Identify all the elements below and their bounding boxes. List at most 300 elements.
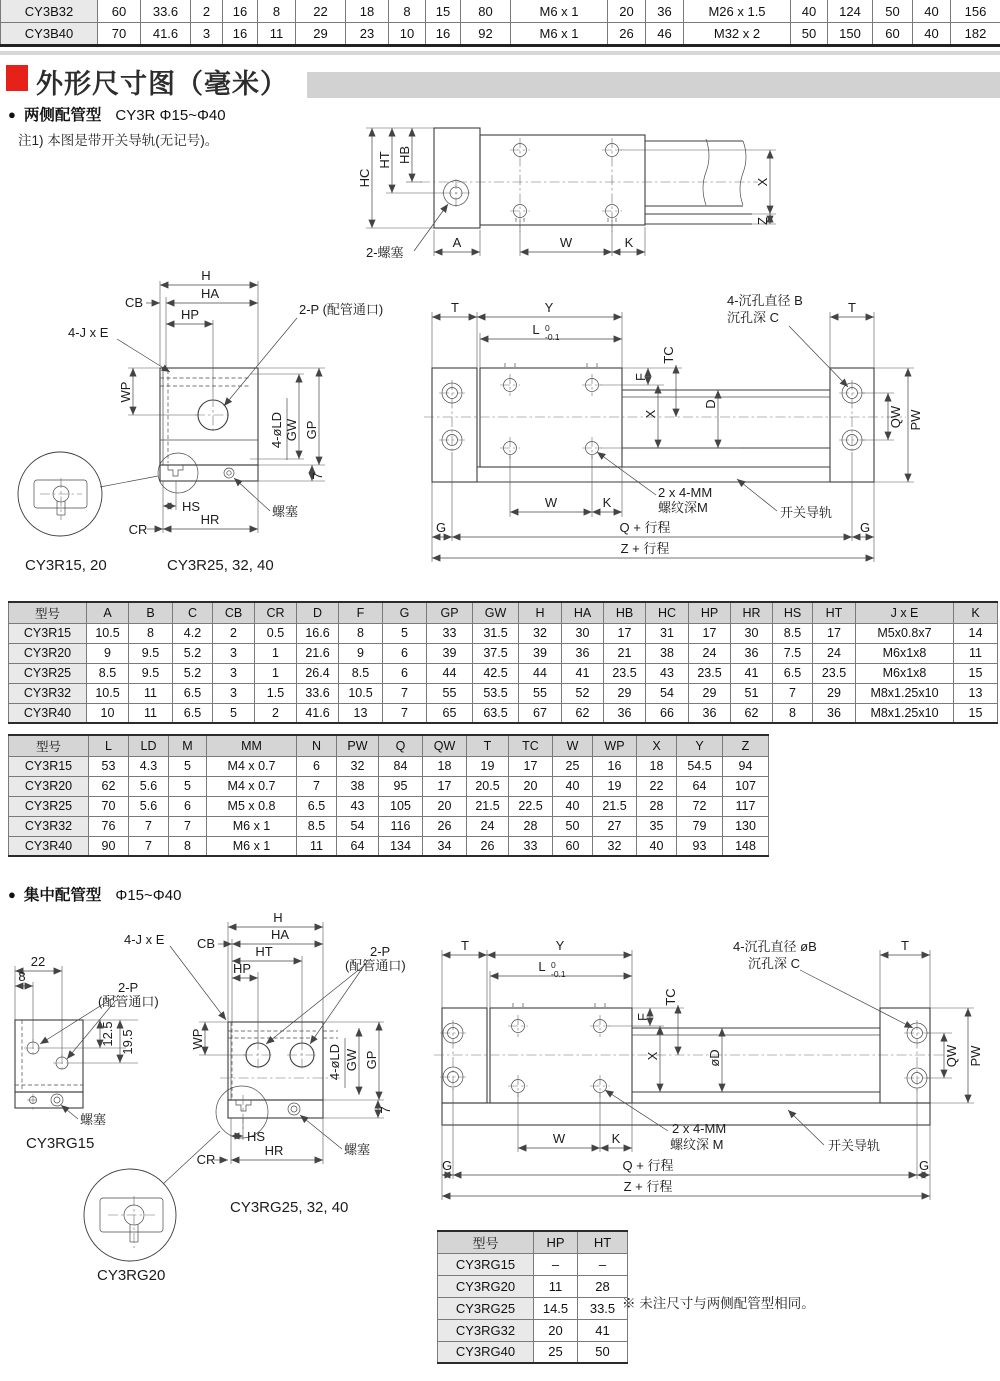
table-row (9, 663, 998, 683)
column-header: Q (379, 735, 423, 756)
cell: 9.5 (129, 643, 173, 663)
cell: 5.2 (173, 643, 213, 663)
cell: 7 (773, 683, 813, 703)
cell: 60 (553, 836, 593, 856)
cbore-depth-annotation: 沉孔深 C (748, 956, 801, 971)
cbore-depth-annotation: 沉孔深 C (727, 310, 780, 325)
cell: M8x1.25x10 (856, 703, 954, 723)
cell: 20 (423, 796, 467, 816)
column-header: H (519, 602, 562, 623)
column-header: T (467, 735, 509, 756)
cell: 9.5 (129, 663, 173, 683)
cell: 7 (297, 776, 337, 796)
cell: 3 (213, 683, 255, 703)
caption-cy3rg15: CY3RG15 (26, 1135, 95, 1152)
cell: 20 (608, 0, 646, 23)
cell: 8 (169, 836, 207, 856)
cell: 148 (723, 836, 769, 856)
cell: 27 (593, 816, 637, 836)
jxe-annotation: 4-J x E (68, 325, 109, 340)
cell: 16 (223, 23, 258, 46)
cell: 8.5 (773, 623, 813, 643)
cell: 13 (339, 703, 383, 723)
dim-label-cb: CB (196, 936, 216, 951)
cell: 6 (383, 663, 427, 683)
table-row (1, 0, 1000, 23)
top-spec-table (0, 0, 1000, 47)
cell: 52 (562, 683, 604, 703)
column-header: QW (423, 735, 467, 756)
cell: 23.5 (689, 663, 731, 683)
column-header: L (89, 735, 129, 756)
column-header: N (297, 735, 337, 756)
cell: 24 (689, 643, 731, 663)
row-model: CY3R20 (9, 643, 87, 663)
cell: 36 (689, 703, 731, 723)
column-header: TC (509, 735, 553, 756)
dim-label-qw: QW (944, 1044, 959, 1068)
dim-label-d: D (703, 399, 718, 409)
table-shadow-divider (0, 51, 1000, 55)
cell: 4.2 (173, 623, 213, 643)
cell: 9 (339, 643, 383, 663)
cell: 53 (89, 756, 129, 776)
column-header: J x E (856, 602, 954, 623)
side-view-cy3r (357, 128, 776, 260)
cell: 117 (723, 796, 769, 816)
cell: 4.3 (129, 756, 169, 776)
cell: 8.5 (339, 663, 383, 683)
cell: 79 (677, 816, 723, 836)
column-header: WP (593, 735, 637, 756)
column-header: CB (213, 602, 255, 623)
cell: 116 (379, 816, 423, 836)
cell: 19 (593, 776, 637, 796)
row-model: CY3R15 (9, 623, 87, 643)
cell: 33.6 (141, 0, 191, 23)
cell: 31 (646, 623, 689, 643)
cell: 8 (389, 0, 426, 23)
cell: 40 (637, 836, 677, 856)
cell: 6 (297, 756, 337, 776)
column-header: HS (773, 602, 813, 623)
cell: 18 (423, 756, 467, 776)
cell: 1 (255, 643, 297, 663)
plug-annotation: 螺塞 (80, 1112, 107, 1127)
dim-label-l-tol-top: 0 (545, 323, 550, 333)
cell: 2 (255, 703, 297, 723)
table-row (9, 836, 769, 856)
dim-label-hc: HC (357, 168, 372, 188)
cell: 41 (562, 663, 604, 683)
cbore-dia-annotation: 4-沉孔直径 øB (733, 939, 817, 954)
cell: 40 (553, 776, 593, 796)
column-header: HP (689, 602, 731, 623)
cell: 53.5 (473, 683, 519, 703)
cell: 130 (723, 816, 769, 836)
dim-label-12-5: 12.5 (100, 1021, 115, 1047)
dim-label-7: 7 (310, 472, 325, 480)
cell: 80 (461, 0, 511, 23)
cell: 2 (213, 623, 255, 643)
cell: 31.5 (473, 623, 519, 643)
dim-label-cr: CR (196, 1152, 216, 1167)
dim-label-ha: HA (270, 927, 290, 942)
dim-label-l-tol-bot: -0.1 (545, 332, 560, 342)
dimension-table-2 (8, 734, 769, 857)
column-header: HC (646, 602, 689, 623)
cell: 5 (213, 703, 255, 723)
cell: 28 (509, 816, 553, 836)
cell: 11 (258, 23, 296, 46)
table-row (438, 1319, 628, 1341)
cell: 67 (519, 703, 562, 723)
port-annotation-l2: (配管通口) (98, 994, 159, 1009)
cell: 28 (578, 1275, 628, 1297)
column-header: X (637, 735, 677, 756)
table-row (9, 683, 998, 703)
dimension-table-1 (8, 601, 998, 724)
column-header: D (297, 602, 339, 623)
dim-label-t2: T (848, 300, 856, 315)
dim-label-k: K (624, 235, 634, 250)
cell: 33 (427, 623, 473, 643)
cell: 34 (423, 836, 467, 856)
cell: 43 (646, 663, 689, 683)
cell: 70 (89, 796, 129, 816)
port-annotation-l1: 2-P (370, 944, 391, 959)
thread-annotation-1: 2 x 4-MM (672, 1121, 727, 1136)
cell: 65 (427, 703, 473, 723)
cell: 33 (509, 836, 553, 856)
section2-note: ※ 未注尺寸与两侧配管型相同。 (622, 1296, 815, 1311)
cell: M6x1x8 (856, 643, 954, 663)
cell: 21 (604, 643, 646, 663)
cell: 50 (578, 1341, 628, 1363)
table-row (9, 776, 769, 796)
cell: 60 (873, 23, 913, 46)
dim-label-hp: HP (180, 307, 200, 322)
front-view-cy3rg15 (15, 954, 159, 1152)
cell: – (534, 1253, 578, 1275)
cell: 22.5 (509, 796, 553, 816)
cell: 26 (467, 836, 509, 856)
dim-label-g-right: G (918, 1158, 930, 1173)
table-row (9, 756, 769, 776)
dim-label-y: Y (544, 300, 554, 315)
column-header: HA (562, 602, 604, 623)
cell: 62 (89, 776, 129, 796)
column-header: A (87, 602, 129, 623)
column-header: HB (604, 602, 646, 623)
cell: M5x0.8x7 (856, 623, 954, 643)
dim-label-ht: HT (377, 151, 392, 169)
cell: 134 (379, 836, 423, 856)
cell: 24 (813, 643, 856, 663)
page-title: 外形尺寸图（毫米） (36, 69, 288, 99)
cell: 84 (379, 756, 423, 776)
dim-label-l: L (538, 959, 546, 974)
cell: 40 (791, 0, 828, 23)
cell: 14 (954, 623, 998, 643)
cell: 6.5 (297, 796, 337, 816)
dim-label-qw: QW (888, 405, 903, 429)
column-header: CR (255, 602, 297, 623)
cell: 6.5 (173, 683, 213, 703)
cell: 36 (562, 643, 604, 663)
cell: 46 (646, 23, 684, 46)
cell: M6 x 1 (207, 836, 297, 856)
column-header: W (553, 735, 593, 756)
column-header: GP (427, 602, 473, 623)
plan-view-cy3rg (434, 938, 983, 1200)
cell: 5 (383, 623, 427, 643)
cell: 16 (223, 0, 258, 23)
cell: 62 (562, 703, 604, 723)
cell: 7 (169, 816, 207, 836)
cell: 54 (646, 683, 689, 703)
cell: 36 (731, 643, 773, 663)
cell: 23.5 (604, 663, 646, 683)
thread-annotation-1: 2 x 4-MM (658, 485, 713, 500)
cell: 55 (427, 683, 473, 703)
cell: 92 (461, 23, 511, 46)
section1-range: CY3R Φ15~Φ40 (115, 107, 226, 124)
cell: 18 (346, 0, 389, 23)
cell: 7 (383, 703, 427, 723)
dim-label-l-tol-top: 0 (551, 960, 556, 970)
table-row (1, 23, 1000, 46)
cell: 62 (731, 703, 773, 723)
dim-label-g-left: G (441, 1158, 453, 1173)
cell: 44 (519, 663, 562, 683)
cell: 7 (129, 836, 169, 856)
dim-label-z-stroke: Z + 行程 (623, 1179, 673, 1194)
cell: 11 (297, 836, 337, 856)
table-row (438, 1297, 628, 1319)
table-row (9, 623, 998, 643)
section2-title: 集中配管型 (23, 887, 102, 904)
cell: 76 (89, 816, 129, 836)
cell: 17 (689, 623, 731, 643)
section1-note: 注1) 本图是带开关导轨(无记号)。 (18, 133, 219, 148)
cell: 16 (426, 23, 461, 46)
column-header: HR (731, 602, 773, 623)
cell: 7.5 (773, 643, 813, 663)
cell: 26 (423, 816, 467, 836)
cell: 51 (731, 683, 773, 703)
cell: 107 (723, 776, 769, 796)
plan-view-cy3r (424, 293, 923, 562)
cell: 18 (637, 756, 677, 776)
table-row (9, 703, 998, 723)
row-model: CY3RG40 (438, 1341, 534, 1363)
cell: M5 x 0.8 (207, 796, 297, 816)
column-header: HT (578, 1231, 628, 1253)
cell: 26.4 (297, 663, 339, 683)
cell: 50 (553, 816, 593, 836)
cell: 19 (467, 756, 509, 776)
cell: M6x1x8 (856, 663, 954, 683)
cell: 11 (954, 643, 998, 663)
cell: 10 (389, 23, 426, 46)
cell: 54.5 (677, 756, 723, 776)
dim-label-wp: WP (190, 1028, 205, 1050)
switch-rail-annotation: 开关导轨 (828, 1138, 881, 1153)
cell: 8.5 (297, 816, 337, 836)
cell: 63.5 (473, 703, 519, 723)
column-header: G (383, 602, 427, 623)
table-row (9, 796, 769, 816)
dim-label-ht: HT (255, 944, 273, 959)
cell: 10.5 (339, 683, 383, 703)
cell: 38 (337, 776, 379, 796)
cell: 21.6 (297, 643, 339, 663)
cell: 17 (604, 623, 646, 643)
cell: 0.5 (255, 623, 297, 643)
cell: 11 (534, 1275, 578, 1297)
cell: 124 (828, 0, 873, 23)
dim-label-q-stroke: Q + 行程 (619, 520, 671, 535)
header-row (9, 735, 769, 756)
port-annotation-l1: 2-P (118, 980, 139, 995)
plug-annotation: 螺塞 (344, 1142, 371, 1157)
cell: 44 (427, 663, 473, 683)
cell: 60 (98, 0, 141, 23)
cell: 8 (258, 0, 296, 23)
dim-label-k: K (611, 1131, 621, 1146)
section2-heading (8, 883, 181, 905)
cell: 55 (519, 683, 562, 703)
row-model: CY3B40 (1, 23, 98, 46)
section1-title: 两侧配管型 (23, 107, 102, 124)
column-header: K (954, 602, 998, 623)
dim-label-l: L (532, 322, 540, 337)
cell: 50 (873, 0, 913, 23)
dim-label-l-tol-bot: -0.1 (551, 969, 566, 979)
row-model: CY3R25 (9, 796, 89, 816)
dim-label-k2: K (602, 495, 612, 510)
cell: M6 x 1 (511, 0, 608, 23)
cell: 17 (423, 776, 467, 796)
table-row (438, 1253, 628, 1275)
cell: 15 (954, 703, 998, 723)
cell: 93 (677, 836, 723, 856)
dim-label-hp: HP (232, 961, 252, 976)
cell: 20 (534, 1319, 578, 1341)
cell: 2 (191, 0, 223, 23)
cell: 95 (379, 776, 423, 796)
dim-label-t: T (461, 938, 469, 953)
caption-cy3rg25-32-40: CY3RG25, 32, 40 (230, 1199, 349, 1216)
cell: 5 (169, 776, 207, 796)
column-header: Z (723, 735, 769, 756)
dim-label-h: H (201, 268, 211, 283)
dim-label-gp: GP (304, 420, 319, 440)
section1-drawings (0, 106, 1000, 592)
cell: 30 (731, 623, 773, 643)
cell: 6.5 (173, 703, 213, 723)
row-model: CY3B32 (1, 0, 98, 23)
cell: 17 (509, 756, 553, 776)
cell: 64 (337, 836, 379, 856)
cell: 40 (913, 23, 951, 46)
cell: 105 (379, 796, 423, 816)
caption-cy3r25-32-40: CY3R25, 32, 40 (167, 557, 274, 574)
dim-label-t: T (451, 300, 459, 315)
cell: 11 (129, 703, 173, 723)
hp-ht-table (437, 1230, 628, 1364)
cell: 8 (773, 703, 813, 723)
cell: 39 (427, 643, 473, 663)
cell: 6 (169, 796, 207, 816)
dim-label-w2: W (544, 495, 558, 510)
cell: M6 x 1 (511, 23, 608, 46)
plug-annotation: 螺塞 (272, 504, 299, 519)
dim-label-tc: TC (663, 988, 678, 1006)
cell: 40 (553, 796, 593, 816)
dim-label-hs: HS (182, 499, 201, 514)
cell: 41.6 (141, 23, 191, 46)
cell: 20.5 (467, 776, 509, 796)
cell: 42.5 (473, 663, 519, 683)
cell: 3 (191, 23, 223, 46)
dim-label-hs: HS (247, 1129, 266, 1144)
slider-holes (500, 363, 602, 459)
dim-label-w: W (552, 1131, 566, 1146)
slider-holes (508, 1003, 610, 1097)
bullet-icon: ● (8, 107, 16, 122)
cell: 39 (519, 643, 562, 663)
cell: 20 (509, 776, 553, 796)
cell: 21.5 (467, 796, 509, 816)
cell: 7 (383, 683, 427, 703)
column-header: Y (677, 735, 723, 756)
cell: 21.5 (593, 796, 637, 816)
dim-label-q-stroke: Q + 行程 (622, 1158, 674, 1173)
cell: 25 (553, 756, 593, 776)
cell: 36 (813, 703, 856, 723)
column-header: 型号 (438, 1231, 534, 1253)
dim-label-4old: 4-øLD (269, 411, 284, 449)
cell: 3 (213, 663, 255, 683)
cell: 32 (593, 836, 637, 856)
port-annotation-l2: (配管通口) (345, 958, 406, 973)
dim-label-y: Y (555, 938, 565, 953)
mounting-holes (510, 138, 622, 232)
cell: 33.5 (578, 1297, 628, 1319)
red-square-marker (6, 65, 28, 91)
port-annotation: 2-P (配管通口) (299, 302, 384, 317)
dim-label-pw: PW (908, 409, 923, 431)
cell: 94 (723, 756, 769, 776)
row-model: CY3R32 (9, 816, 89, 836)
column-header: 型号 (9, 602, 87, 623)
cell: 17 (813, 623, 856, 643)
row-model: CY3R25 (9, 663, 87, 683)
cell: 29 (296, 23, 346, 46)
front-view-cy3r (18, 268, 383, 574)
cell: 41 (731, 663, 773, 683)
row-model: CY3R40 (9, 703, 87, 723)
dim-label-w: W (559, 235, 573, 250)
table-row (438, 1341, 628, 1363)
cell: 1.5 (255, 683, 297, 703)
table-row (9, 816, 769, 836)
header-row (438, 1231, 628, 1253)
cell: 5.2 (173, 663, 213, 683)
dim-label-t2: T (901, 938, 909, 953)
